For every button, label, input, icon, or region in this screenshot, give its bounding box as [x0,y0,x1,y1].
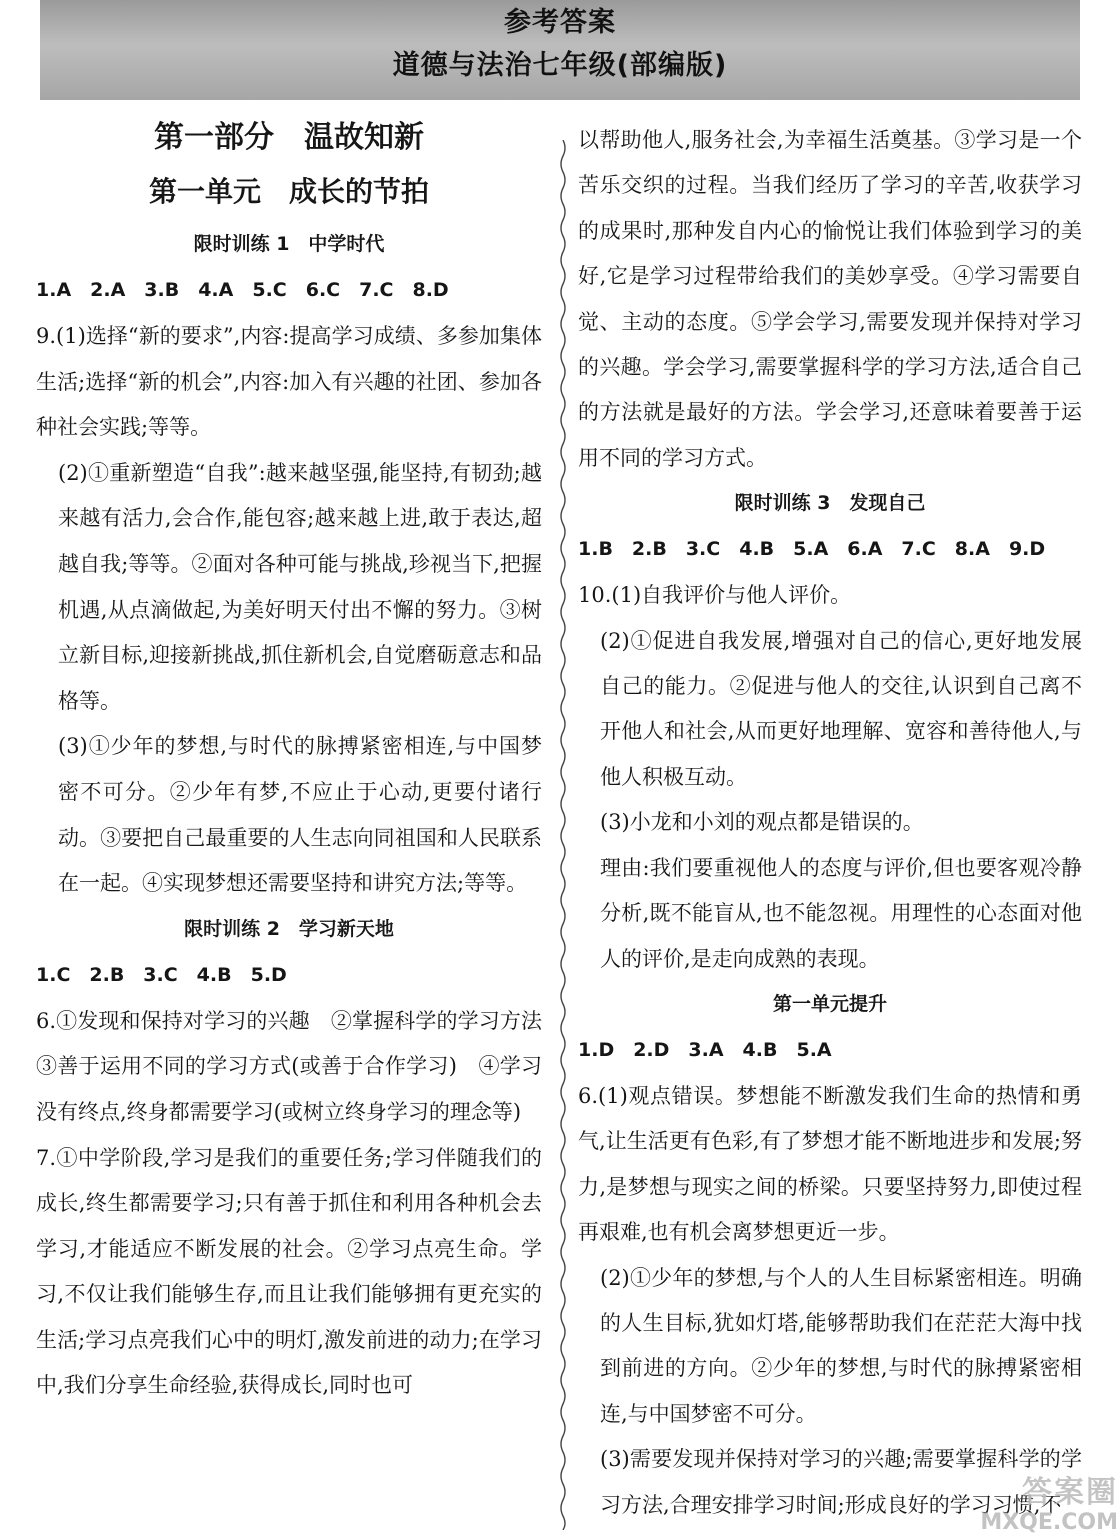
drill-2-choices: 1.C 2.B 3.C 4.B 5.D [36,963,287,986]
drill-3-title: 限时训练 3 发现自己 [734,492,926,515]
drill-1-q9-part1: 9.(1)选择“新的要求”,内容:提高学习成绩、多参加集体生活;选择“新的机会”,内容:加入有兴趣的社团、参加各种社会实践;等等。 [36,324,542,440]
watermark-text: 答案圈 [1022,1475,1118,1510]
drill-2-title: 限时训练 2 学习新天地 [184,917,394,940]
part-title: 第一部分 温故知新 [154,120,424,155]
drill-2-q7: 7.①中学阶段,学习是我们的重要任务;学习伴随我们的成长,终生都需要学习;只有善于抓住和利用各种机会去学习,才能适应不断发展的社会。②学习点亮生命。学习,不仅让我们能够生存,而且让我们能够拥有更充实的生活;学习点亮我们心中的明灯,激发前进的动力;在学习中,我们分享生命经验,获得成长,同时也可 [36,1145,542,1398]
drill-1-q9-part3: (3)①少年的梦想,与时代的脉搏紧密相连,与中国梦密不可分。②少年有梦,不应止于心动,更要付诸行动。③要把自己最重要的人生志向同祖国和人民联系在一起。④实现梦想还需要坚持和讲究方法;等等。 [58,734,542,896]
left-column [36,108,563,1409]
drill-2-q6: 6.①发现和保持对学习的兴趣 ②掌握科学的学习方法 ③善于运用不同的学习方式(或善于合作学习) ④学习没有终点,终身都需要学习(或树立终身学习的理念等) [36,1008,563,1124]
header-title: 参考答案 [504,7,616,38]
watermark-logo [928,1476,1118,1536]
unit-review-choices: 1.D 2.D 3.A 4.B 5.A [578,1038,832,1061]
unit-review-q6-part3: (3)需要发现并保持对学习的兴趣;需要掌握科学的学习方法,合理安排学习时间;形成良好的学习习惯,不 [600,1447,1082,1517]
drill-2-q7-continued: 以帮助他人,服务社会,为幸福生活奠基。③学习是一个苦乐交织的过程。当我们经历了学习的辛苦,收获学习的成果时,那种发自内心的愉悦让我们体验到学习的美好,它是学习过程带给我们的美妙享受。④学习需要自觉、主动的态度。⑤学会学习,需要发现并保持对学习的兴趣。学会学习,需要掌握科学的学习方法,适合自己的方法就是最好的方法。学会学习,还意味着要善于运用不同的学习方式。 [578,128,1082,470]
drill-1-choices: 1.A 2.A 3.B 4.A 5.C 6.C 7.C 8.D [36,279,449,301]
unit-review-q6-part1: 6.(1)观点错误。梦想能不断激发我们生命的热情和勇气,让生活更有色彩,有了梦想才能不断地进步和发展;努力,是梦想与现实之间的桥梁。只要坚持努力,即使过程再艰难,也有机会离梦想更近一步。 [578,1083,1082,1245]
drill-1-q9-part2: (2)①重新塑造“自我”:越来越坚强,能坚持,有韧劲;越来越有活力,会合作,能包容;越来越上进,敢于表达,超越自我;等等。②面对各种可能与挑战,珍视当下,把握机遇,从点滴做起,为美好明天付出不懈的努力。③树立新目标,迎接新挑战,抓住新机会,自觉磨砺意志和品格等。 [58,460,542,713]
answer-header-banner [40,0,1080,100]
drill-3-choices: 1.B 2.B 3.C 4.B 5.A 6.A 7.C 8.A 9.D [578,538,1046,561]
column-divider [557,140,569,1530]
drill-3-q10-part1: 10.(1)自我评价与他人评价。 [578,583,852,608]
drill-1-title: 限时训练 1 中学时代 [193,233,385,255]
drill-3-q10-part2: (2)①促进自我发展,增强对自己的信心,更好地发展自己的能力。②促进与他人的交往,认识到自己离不开他人和社会,从而更好地理解、宽容和善待他人,与他人积极互动。 [600,628,1082,789]
drill-3-q10-reason: 理由:我们要重视他人的态度与评价,但也要客观冷静分析,既不能盲从,也不能忽视。用理性的心态面对他人的评价,是走向成熟的表现。 [600,855,1082,971]
header-subtitle: 道德与法治七年级(部编版) [392,50,728,81]
unit-review-q6-part2: (2)①少年的梦想,与个人的人生目标紧密相连。明确的人生目标,犹如灯塔,能够帮助我们在茫茫大海中找到前进的方向。②少年的梦想,与时代的脉搏紧密相连,与中国梦密不可分。 [600,1265,1082,1426]
watermark-url: MXQE.COM [980,1510,1118,1535]
unit-review-title: 第一单元提升 [772,992,887,1015]
drill-3-q10-part3: (3)小龙和小刘的观点都是错误的。 [600,810,924,835]
right-column [578,118,1082,1528]
unit-title: 第一单元 成长的节拍 [148,175,429,208]
